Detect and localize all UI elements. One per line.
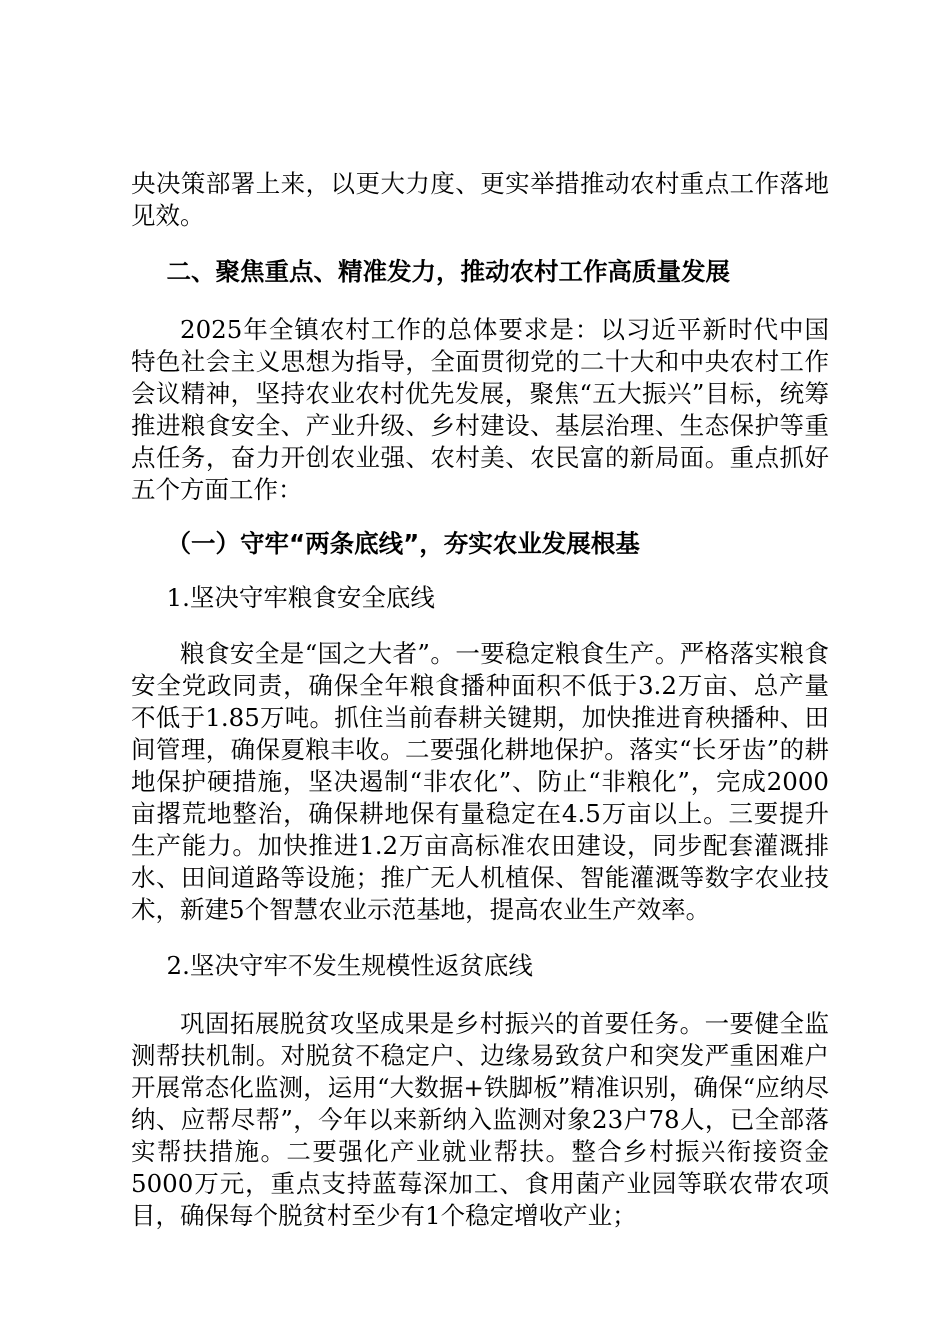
intro-paragraph: 2025年全镇农村工作的总体要求是：以习近平新时代中国特色社会主义思想为指导，全面贯彻党的二十大和中央农村工作会议精神，坚持农业农村优先发展，聚焦“五大振兴”目标，统筹推进粮食安全、产业升级、乡村建设、基层治理、生态保护等重点任务，奋力开创农业强、农村美、农民富的新局面。重点抓好五个方面工作： (131, 315, 829, 504)
subsection-heading: （一）守牢“两条底线”，夯实农业发展根基 (166, 529, 640, 558)
item1-heading: 1.坚决守牢粮食安全底线 (166, 583, 435, 612)
item2-paragraph: 巩固拓展脱贫攻坚成果是乡村振兴的首要任务。一要健全监测帮扶机制。对脱贫不稳定户、边缘易致贫户和突发严重困难户开展常态化监测，运用“大数据+铁脚板”精准识别，确保“应纳尽纳、应帮尽帮”，今年以来新纳入监测对象23户78人，已全部落实帮扶措施。二要强化产业就业帮扶。整合乡村振兴衔接资金5000万元，重点支持蓝莓深加工、食用菌产业园等联农带农项目，确保每个脱贫村至少有1个稳定增收产业； (131, 1009, 829, 1230)
document-page (131, 168, 829, 1232)
continued-paragraph: 央决策部署上来，以更大力度、更实举措推动农村重点工作落地见效。 (131, 169, 829, 230)
section-heading: 二、聚焦重点、精准发力，推动农村工作高质量发展 (166, 257, 731, 286)
item1-paragraph: 粮食安全是“国之大者”。一要稳定粮食生产。严格落实粮食安全党政同责，确保全年粮食播种面积不低于3.2万亩、总产量不低于1.85万吨。抓住当前春耕关键期，加快推进育秧播种、田间管理，确保夏粮丰收。二要强化耕地保护。落实“长牙齿”的耕地保护硬措施，坚决遏制“非农化”、防止“非粮化”，完成2000亩撂荒地整治，确保耕地保有量稳定在4.5万亩以上。三要提升生产能力。加快推进1.2万亩高标准农田建设，同步配套灌溉排水、田间道路等设施；推广无人机植保、智能灌溉等数字农业技术，新建5个智慧农业示范基地，提高农业生产效率。 (131, 639, 829, 924)
item2-heading: 2.坚决守牢不发生规模性返贫底线 (166, 951, 533, 980)
